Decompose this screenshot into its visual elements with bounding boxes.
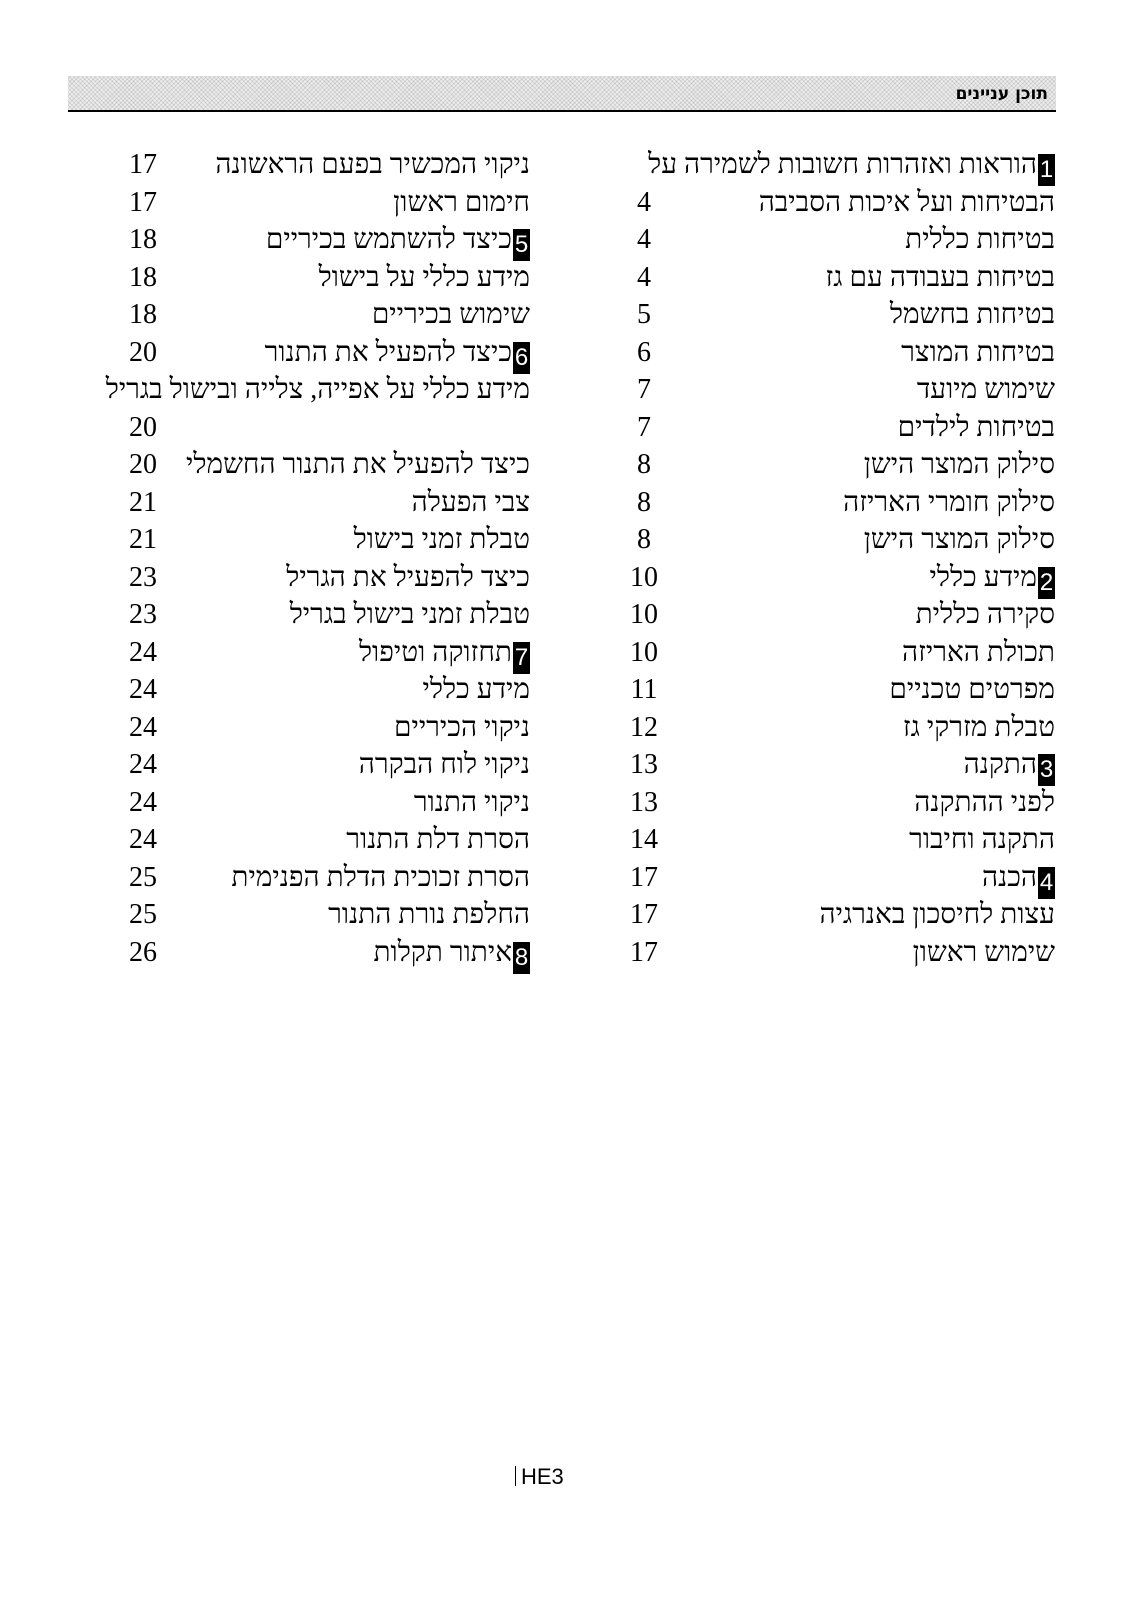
toc-entry-page: 25 [129,899,157,930]
toc-entry-page: 18 [129,261,157,293]
toc-entry-text: הסרת דלת התנור [346,824,530,855]
toc-entry-page: 17 [129,186,157,218]
toc-entry-title [930,562,1055,599]
toc-entry-page: 23 [129,561,157,593]
toc-entry-page: 17 [129,149,157,180]
toc-entry[interactable] [90,223,545,261]
toc-entry-page: 6 [637,336,651,368]
toc-entry-title [231,862,530,894]
toc-entry[interactable] [90,861,545,899]
footer-separator [515,1466,516,1486]
toc-entry-text: ניקוי לוח הבקרה [358,749,530,780]
toc-entry-page: 12 [630,711,658,743]
toc-entry-title [819,899,1055,931]
toc-entry-text: מידע כללי [422,674,530,705]
toc-entry-page: 17 [630,936,658,968]
toc-entry[interactable] [90,748,545,786]
toc-entry-page: 4 [637,224,651,255]
toc-entry-text: בטיחות לילדים [897,411,1055,443]
toc-entry-page: 18 [129,224,157,255]
toc-entry-page: 24 [129,824,157,855]
toc-entry-text: סילוק המוצר הישן [863,449,1055,480]
toc-entry-text: הסרת זכוכית הדלת הפנימית [231,861,530,893]
header-bar [68,76,1056,112]
toc-entry-text: שימוש בכיריים [371,299,530,330]
toc-entry[interactable] [90,673,545,711]
toc-entry-page: 24 [129,674,157,705]
toc-entry-text: טבלת מזרקי גז [902,711,1055,743]
toc-entry[interactable] [600,748,1055,786]
toc-entry-text: שימוש מיועד [916,374,1055,405]
toc-entry-title [215,149,530,181]
toc-entry-title [354,524,530,556]
toc-entry[interactable] [90,336,545,374]
toc-entry-title [909,824,1055,856]
toc-entry-page: 26 [129,936,157,968]
toc-entry[interactable] [600,936,1055,974]
toc-entry[interactable] [90,373,545,411]
toc-entry-text: תכולת האריזה [901,636,1055,668]
toc-entry-page: 14 [630,824,658,855]
toc-entry-title [905,224,1055,256]
toc-entry-page: 23 [129,599,157,630]
toc-entry-text: כיצד להפעיל את התנור [264,336,512,368]
toc-entry-page: 21 [129,524,157,555]
toc-entry-title [648,149,1055,186]
toc-entry-title [328,899,530,931]
toc-entry[interactable] [600,298,1055,336]
toc-entry-title [759,187,1055,219]
toc-entry-page: 4 [637,186,651,218]
toc-entry-text: התקנה וחיבור [909,824,1055,855]
toc-entry-text: ניקוי הכיריים [394,711,530,743]
toc-entry[interactable] [600,636,1055,674]
toc-entry[interactable] [600,336,1055,374]
toc-entry-text: הוראות ואזהרות חשובות לשמירה על [648,149,1037,180]
toc-entry[interactable] [600,786,1055,824]
toc-entry-text: מידע כללי על אפייה, צלייה ובישול בגריל [105,374,530,405]
toc-entry-page: 10 [630,561,658,593]
toc-entry-title [393,187,530,219]
toc-entry[interactable] [600,823,1055,861]
toc-entry[interactable] [90,561,545,599]
toc-entry-title [826,262,1056,294]
toc-entry-page: 13 [630,786,658,818]
toc-entry-text: בטיחות כללית [905,224,1055,255]
section-number-badge: 6 [513,342,530,374]
toc-entry-title [982,862,1055,899]
toc-entry-title [414,787,530,819]
toc-column-right [600,148,1055,973]
toc-entry-text: בטיחות בחשמל [889,299,1055,330]
toc-entry-text: טבלת זמני בישול [353,524,530,555]
toc-column-left [90,148,545,973]
toc-entry-title [898,412,1055,444]
toc-entry-page: 4 [637,261,651,293]
toc-entry[interactable] [90,486,545,524]
toc-entry[interactable] [90,261,545,299]
toc-entry-text: כיצד להשתמש בכיריים [265,224,512,255]
toc-entry-text: חימום ראשון [393,186,530,218]
toc-entry[interactable] [90,448,545,486]
toc-entry-text: טבלת זמני בישול בגריל [289,599,530,630]
toc-entry-text: בטיחות המוצר [901,336,1055,368]
toc-entry-page: 5 [637,299,651,330]
toc-entry[interactable] [90,411,545,449]
toc-entry-title [186,449,530,481]
toc-entry-title [903,712,1055,744]
toc-entry-page: 10 [630,636,658,668]
toc-entry-text: כיצד להפעיל את הגריל [286,561,530,593]
section-number-badge: 8 [513,942,530,974]
toc-entry[interactable] [90,711,545,749]
toc-entry-page: 20 [129,336,157,368]
toc-entry-text: החלפת נורת התנור [328,899,530,930]
toc-entry-text: עצות לחיסכון באנרגיה [819,899,1055,930]
toc-entry-title [286,562,530,594]
page-number: HE3 [521,1464,564,1489]
toc-entry-text: איתור תקלות [373,936,512,968]
toc-entry-page: 10 [630,599,658,630]
toc-entry-title [359,749,530,781]
toc-entry-text: בטיחות בעבודה עם גז [825,261,1055,293]
toc-entry-page: 20 [129,411,157,443]
toc-entry-title [914,787,1055,819]
toc-entry[interactable] [600,861,1055,899]
toc-entry[interactable] [90,898,545,936]
toc-entry[interactable] [600,186,1055,224]
section-number-badge: 2 [1038,567,1055,599]
toc-entry-title [843,487,1055,519]
toc-entry[interactable] [90,298,545,336]
toc-entry-text: סילוק חומרי האריזה [843,486,1055,518]
toc-entry[interactable] [600,486,1055,524]
toc-entry-title [901,337,1055,369]
toc-entry[interactable] [600,898,1055,936]
toc-entry-title [290,599,530,631]
toc-entry-text: הבטיחות ועל איכות הסביבה [758,186,1055,218]
toc-entry-page: 17 [630,861,658,893]
toc-entry-title [889,674,1055,706]
toc-entry-page: 24 [129,786,157,818]
page-footer [515,1464,564,1490]
toc-entry-title [864,449,1055,481]
toc-entry-title [890,299,1055,331]
toc-entry-text: מידע כללי [929,561,1037,593]
toc-entry-text: צבי הפעלה [411,486,530,518]
toc-entry-title [319,262,530,294]
page-title: תוכן עניינים [955,84,1048,104]
toc-entry-title [372,299,530,331]
toc-entry[interactable] [90,823,545,861]
toc-entry[interactable] [600,711,1055,749]
toc-entry-title [412,487,530,519]
toc-entry-text: מידע כללי על בישול [318,261,530,293]
toc-entry-text: התקנה [963,749,1037,780]
toc-entry-title [106,374,530,406]
toc-entry-title [917,374,1055,406]
toc-entry-text: הכנה [981,861,1037,893]
toc-entry-title [265,337,530,374]
toc-entry-page: 7 [637,411,651,443]
toc-entry-title [373,937,530,974]
toc-entry[interactable] [90,598,545,636]
toc-entry-text: סילוק המוצר הישן [863,524,1055,555]
toc-entry-title [916,599,1055,631]
section-number-badge: 7 [513,642,530,674]
section-number-badge: 1 [1038,154,1055,186]
toc-entry[interactable] [600,673,1055,711]
toc-entry-page: 11 [630,674,658,705]
toc-entry-title [423,674,530,706]
toc-entry-text: ניקוי התנור [413,786,530,818]
toc-entry-text: לפני ההתקנה [914,786,1055,818]
toc-entry-title [902,637,1055,669]
section-number-badge: 4 [1038,867,1055,899]
toc-entry-page: 25 [129,861,157,893]
toc-entry-text: ניקוי המכשיר בפעם הראשונה [215,149,530,180]
toc-entry-title [964,749,1055,786]
toc-entry[interactable] [90,936,545,974]
toc-entry[interactable] [90,786,545,824]
section-number-badge: 3 [1038,754,1055,786]
toc-entry-page: 24 [129,749,157,780]
toc-entry-title [864,524,1055,556]
toc-entry[interactable] [600,261,1055,299]
toc-entry-title [913,937,1055,969]
toc-entry-title [266,224,530,261]
toc-entry-page: 13 [630,749,658,780]
toc-entry[interactable] [90,636,545,674]
toc-entry-page: 21 [129,486,157,518]
toc-entry[interactable] [600,373,1055,411]
toc-entry-title [394,712,530,744]
toc-entry[interactable] [90,523,545,561]
toc-entry-page: 24 [129,636,157,668]
toc-entry[interactable] [600,561,1055,599]
toc-entry-page: 8 [637,449,651,480]
toc-entry-page: 17 [630,899,658,930]
toc-entry[interactable] [90,186,545,224]
toc-entry-text: כיצד להפעיל את התנור החשמלי [186,449,530,480]
toc-entry[interactable] [600,598,1055,636]
toc-entry-page: 8 [637,486,651,518]
toc-entry-title [359,637,530,674]
section-number-badge: 5 [513,229,530,261]
toc-entry[interactable] [90,148,545,186]
toc-entry[interactable] [600,448,1055,486]
toc-entry-text: תחזוקה וטיפול [358,636,512,668]
toc-entry[interactable] [600,223,1055,261]
toc-entry-page: 7 [637,374,651,405]
toc-entry-page: 24 [129,711,157,743]
toc-entry[interactable] [600,523,1055,561]
toc-entry-page: 8 [637,524,651,555]
toc-entry-text: סקירה כללית [915,599,1055,630]
toc-entry-title [346,824,530,856]
toc-entry[interactable] [600,411,1055,449]
toc-entry[interactable] [600,148,1055,186]
toc-entry-page: 18 [129,299,157,330]
toc-entry-text: מפרטים טכניים [889,674,1055,705]
toc-entry-text: שימוש ראשון [912,936,1055,968]
toc-entry-page: 20 [129,449,157,480]
